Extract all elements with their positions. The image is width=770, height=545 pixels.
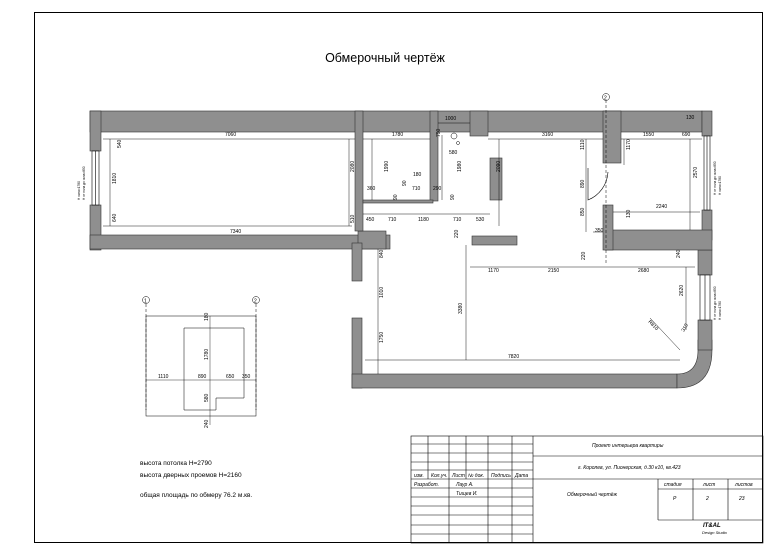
tb-studio-sub: Design Studio [702, 530, 727, 535]
dim-1750: 1750 [379, 331, 385, 343]
tb-project: Проект интерьера квартиры [592, 443, 664, 449]
small-dim-1780: 1780 [204, 348, 210, 360]
dim-2240: 2240 [656, 204, 668, 210]
wall-lower-left-a [352, 243, 362, 281]
dim-640: 640 [112, 213, 118, 222]
dim-1980: 1980 [457, 160, 463, 172]
tb-address: г. Королев, ул. Пионерская, д.30 к10, кв.423 [578, 465, 681, 471]
dim-2150: 2150 [548, 268, 560, 274]
wall-right-lower-a [698, 250, 712, 275]
dim-1780: 1780 [392, 132, 404, 138]
tb-developed-label: Разработ. [414, 482, 439, 488]
dim-890: 890 [580, 179, 586, 188]
window-note-5: H от пола до окна=850 [713, 286, 717, 320]
wall-bottom [352, 374, 677, 388]
dim-130: 130 [686, 115, 695, 121]
dim-1170-mid: 1170 [488, 268, 499, 274]
dim-2620: 2620 [679, 284, 685, 296]
dim-2680: 2680 [638, 268, 650, 274]
dim-710-a: 710 [388, 217, 397, 223]
dim-2570: 2570 [693, 166, 699, 178]
small-plan-outline [146, 316, 256, 416]
tb-header-doc: № док. [468, 473, 485, 479]
dim-220-b: 220 [581, 251, 587, 260]
dim-1110: 1110 [580, 139, 586, 150]
axis-label-top: 2 [604, 95, 607, 102]
tb-col-sheets: листов [735, 482, 753, 488]
axis-markers [143, 94, 610, 411]
walls [90, 111, 712, 388]
dim-R810: R810 [646, 319, 660, 332]
window-note-2: H от пола до окна=850 [82, 166, 86, 200]
wall-right-block [605, 230, 712, 250]
window-note-6: H окна=1780 [718, 301, 722, 320]
wall-partition-1 [355, 111, 363, 231]
dim-240: 240 [676, 249, 682, 258]
tb-header-sign: Подпись [491, 473, 511, 479]
area-note: общая площадь по обмеру 76.2 м.кв. [140, 492, 253, 499]
window-note-3: H от пола до окна=850 [713, 161, 717, 195]
tb-header-list: Лист [452, 473, 465, 479]
tb-col-sheet: лист [703, 482, 716, 488]
dim-850: 850 [580, 207, 586, 216]
dim-690: 690 [682, 132, 691, 138]
dim-3160: 3160 [542, 132, 554, 138]
tb-developed-name: Лаур А. [456, 482, 474, 488]
tb-sheet-title: Обмерочный чертёж [567, 492, 617, 498]
wall-bottom-left [90, 235, 390, 249]
dim-1990: 1990 [384, 160, 390, 172]
ceiling-height-note: высота потолка H=2790 [140, 460, 212, 467]
small-dim-580: 580 [204, 393, 210, 402]
tb-studio: IT&AL [703, 523, 721, 529]
dim-790: 790 [436, 128, 442, 137]
window-note-1: H окна=1780 [77, 181, 81, 200]
dim-310: 310 [680, 322, 690, 333]
small-dim-650: 650 [226, 374, 235, 380]
dim-1810: 1810 [112, 172, 118, 184]
sink-icon [451, 133, 457, 139]
door-swing [588, 168, 608, 200]
wall-right-upper [702, 111, 712, 136]
wall-island [472, 236, 517, 245]
tb-sheets: 23 [739, 496, 745, 502]
wall-partition-3a [603, 111, 621, 163]
small-plan [146, 312, 256, 428]
dim-840: 840 [379, 249, 385, 258]
dim-1180: 1180 [418, 217, 429, 223]
dim-2090: 2090 [496, 160, 502, 172]
wall-right-lower-b [698, 320, 712, 350]
bath-fixtures [451, 133, 460, 145]
dim-90-b: 90 [402, 180, 408, 186]
small-dim-1110: 1110 [158, 374, 169, 380]
inner-dims [367, 172, 456, 200]
dim-450: 450 [366, 217, 375, 223]
dim-350: 350 [595, 228, 604, 234]
dim-1010: 1010 [379, 286, 385, 298]
axis-label-1: 1 [144, 298, 147, 305]
tb-sheet: 2 [706, 496, 709, 502]
dim-130-v: 130 [626, 209, 632, 218]
dim-540: 540 [117, 139, 123, 148]
dim-360: 360 [367, 186, 376, 192]
dim-1170: 1170 [626, 139, 632, 150]
wall-left-upper [90, 111, 101, 151]
dim-290: 290 [433, 186, 442, 192]
dim-220-a: 220 [454, 229, 460, 238]
wall-pillar [470, 111, 488, 136]
dim-710-c: 710 [412, 186, 421, 192]
dim-1550: 1550 [643, 132, 655, 138]
dim-7060: 7060 [225, 132, 237, 138]
small-dim-240: 240 [204, 419, 210, 428]
dim-2080: 2080 [350, 160, 356, 172]
dim-510: 510 [350, 214, 356, 223]
dim-580: 580 [449, 150, 458, 156]
axis-label-2: 2 [254, 298, 257, 305]
small-dim-890: 890 [198, 374, 207, 380]
dim-7820: 7820 [508, 354, 520, 360]
tb-stage: Р [673, 496, 677, 502]
tb-header-date: Дата [515, 473, 529, 479]
dim-7340: 7340 [230, 229, 242, 235]
dim-90-c: 90 [450, 194, 456, 200]
tb-checked-name: Тищев И. [456, 491, 478, 497]
page-title: Обмерочный чертёж [325, 51, 445, 65]
dim-1000: 1000 [445, 116, 457, 122]
tap-icon [457, 142, 460, 145]
small-dim-350: 350 [242, 374, 251, 380]
door-height-note: высота дверных проемов H=2160 [140, 472, 242, 479]
small-dim-180: 180 [204, 312, 210, 321]
dim-530: 530 [476, 217, 485, 223]
tb-col-stage: стадия [664, 482, 682, 488]
windows [92, 136, 710, 320]
dim-90-a: 90 [393, 194, 399, 200]
dim-3380: 3380 [458, 302, 464, 314]
tb-header-kolich: Кол.уч. [431, 473, 448, 479]
dim-710-b: 710 [453, 217, 462, 223]
small-plan-shape [184, 328, 244, 410]
wall-partition-3b [603, 205, 613, 250]
window-note-4: H окна=1780 [718, 176, 722, 195]
tb-header-izm: изм. [414, 473, 424, 479]
dim-180: 180 [413, 172, 422, 178]
